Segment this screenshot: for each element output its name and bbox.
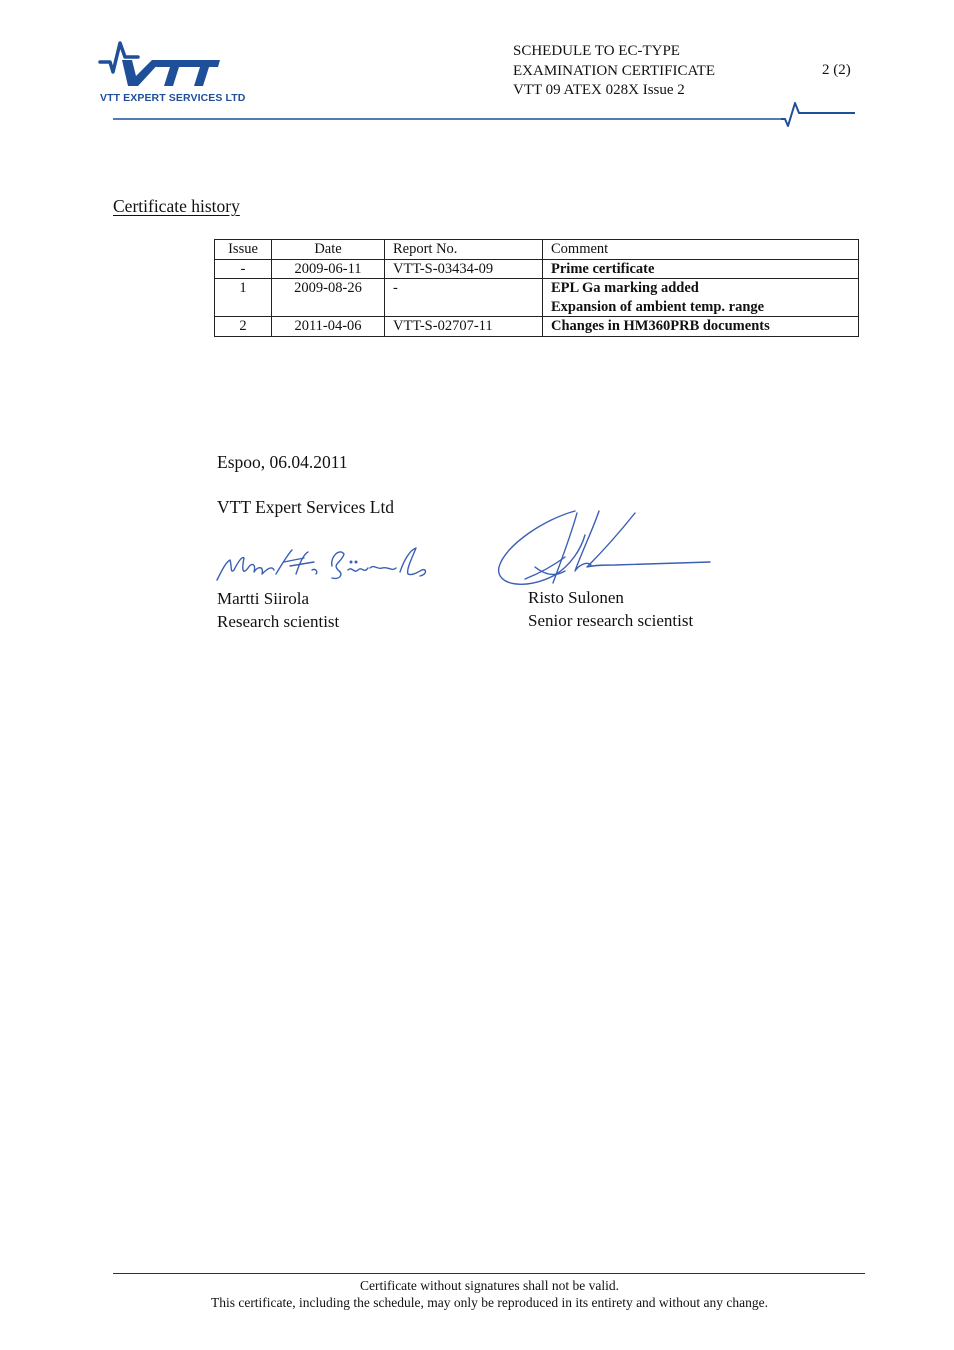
signatory-title: Research scientist <box>217 612 340 631</box>
header-title-line: EXAMINATION CERTIFICATE <box>513 62 716 79</box>
document-header-title <box>513 42 715 101</box>
table-row <box>215 279 859 317</box>
header-rule-divider <box>113 100 858 130</box>
page-number: 2 (2) <box>822 62 851 78</box>
comment-cell: Prime certificate <box>543 259 859 279</box>
place-and-date: Espoo, 06.04.2011 <box>217 452 348 472</box>
column-header: Issue <box>215 240 272 260</box>
header-title-line: SCHEDULE TO EC-TYPE <box>513 43 680 59</box>
column-header: Date <box>272 240 385 260</box>
comment-cell <box>543 279 859 317</box>
signatory-name: Martti Siirola <box>217 589 310 608</box>
signatory-1 <box>217 587 339 633</box>
issue-cell: 1 <box>215 279 272 317</box>
signature-1-icon <box>212 540 432 590</box>
report-cell: - <box>385 279 543 317</box>
certificate-history-table <box>214 239 859 337</box>
issue-cell: - <box>215 259 272 279</box>
date-cell: 2009-06-11 <box>272 259 385 279</box>
table-row <box>215 317 859 337</box>
date-cell: 2009-08-26 <box>272 279 385 317</box>
column-header: Report No. <box>385 240 543 260</box>
signatory-name: Risto Sulonen <box>528 588 624 607</box>
footer-divider <box>113 1273 865 1274</box>
comment-cell: Changes in HM360PRB documents <box>543 317 859 337</box>
table-header-row <box>215 240 859 260</box>
report-cell: VTT-S-02707-11 <box>385 317 543 337</box>
signatory-title: Senior research scientist <box>528 611 694 630</box>
comment-line: EPL Ga marking added <box>551 280 699 296</box>
report-cell: VTT-S-03434-09 <box>385 259 543 279</box>
vtt-logo-mark-icon <box>98 40 268 90</box>
organization-name: VTT Expert Services Ltd <box>217 497 395 517</box>
section-heading: Certificate history <box>113 196 240 216</box>
date-cell: 2011-04-06 <box>272 317 385 337</box>
footer-reproduction-note: This certificate, including the schedule, may only be reproduced in its entirety and without any change. <box>210 1295 769 1310</box>
logo-subtitle: VTT EXPERT SERVICES LTD <box>100 92 246 104</box>
signatory-2 <box>528 586 693 632</box>
header-title-line: VTT 09 ATEX 028X Issue 2 <box>513 82 685 98</box>
comment-line: Expansion of ambient temp. range <box>551 298 765 315</box>
footer-validity-note: Certificate without signatures shall not be valid. <box>359 1278 620 1293</box>
table-row <box>215 259 859 279</box>
issue-cell: 2 <box>215 317 272 337</box>
column-header: Comment <box>543 240 859 260</box>
